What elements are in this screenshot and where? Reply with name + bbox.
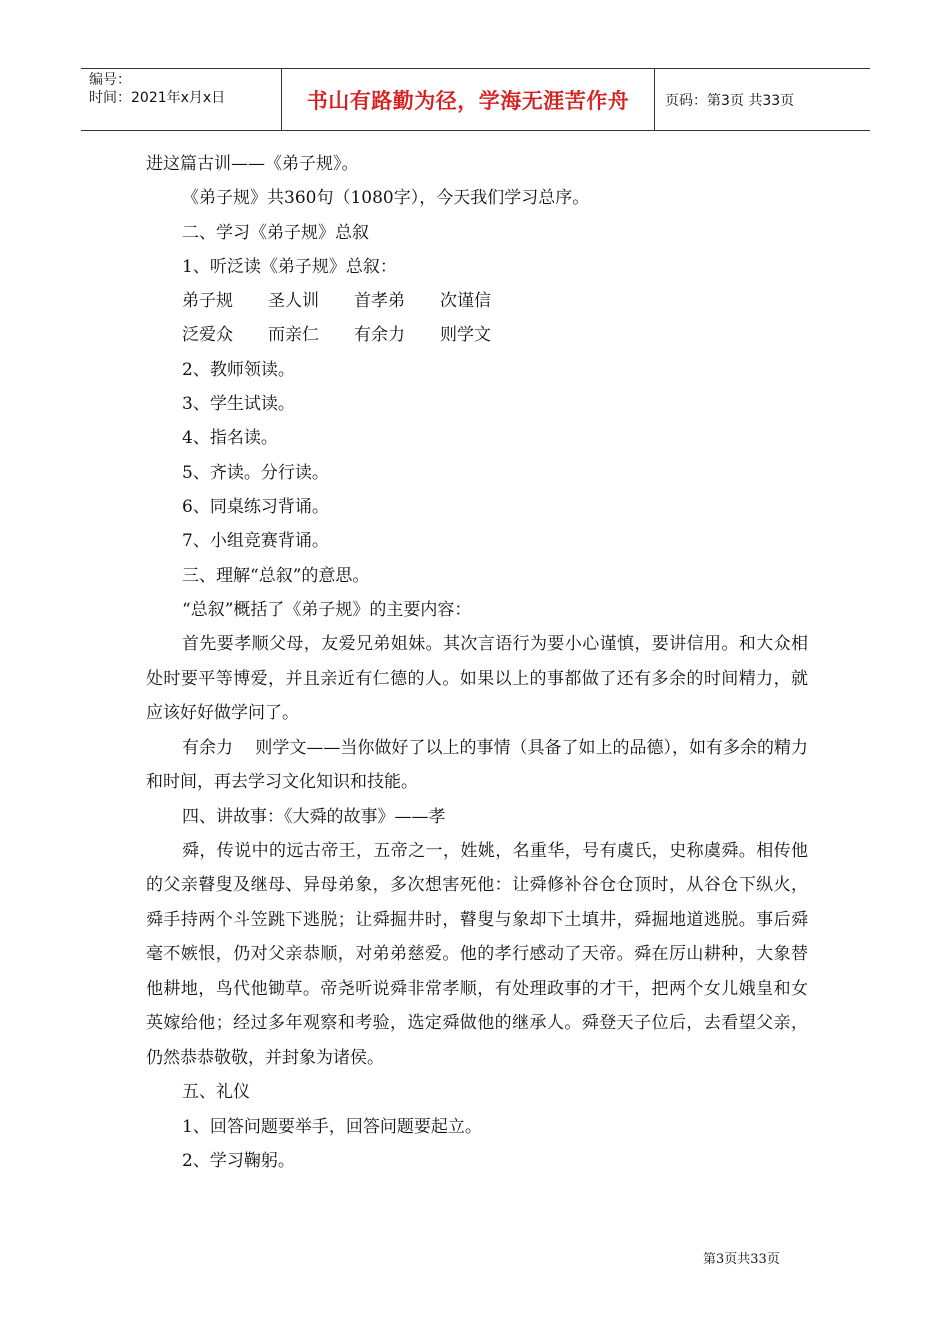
verse-phrase: 而亲仁 <box>268 325 319 346</box>
section-heading: 二、学习《弟子规》总叙 <box>182 222 369 243</box>
list-item: 6、同桌练习背诵。 <box>182 496 329 517</box>
header-motto: 书山有路勤为径，学海无涯苦作舟 <box>282 69 655 130</box>
paragraph: 舜，传说中的远古帝王，五帝之一，姓姚，名重华，号有虞氏，史称虞舜。相传他的父亲瞽叟及继母、异母弟象，多次想害死他：让舜修补谷仓仓顶时，从谷仓下纵火，舜手持两个斗笠跳下逃脱；让舜掘井时，瞽叟与象却下土填井，舜掘地道逃脱。事后舜毫不嫉恨，仍对父亲恭顺，对弟弟慈爱。他的孝行感动了天帝。舜在厉山耕种，大象替他耕地，鸟代他锄草。帝尧听说舜非常孝顺，有处理政事的才干，把两个女儿娥皇和女英嫁给他；经过多年观察和考验，选定舜做他的继承人。舜登天子位后，去看望父亲，仍然恭恭敬敬，并封象为诸侯。 <box>146 840 808 1068</box>
verse-phrase: 弟子规 <box>182 291 233 312</box>
verse-phrase: 则学文 <box>440 325 491 346</box>
header-meta <box>81 69 282 130</box>
verse-line <box>146 284 808 318</box>
list-item: 4、指名读。 <box>182 428 278 449</box>
text-line: “总叙”概括了《弟子规》的主要内容： <box>182 599 472 620</box>
list-item: 2、教师领读。 <box>182 359 295 380</box>
page-header <box>81 68 870 131</box>
verse-phrase: 圣人训 <box>268 291 319 312</box>
list-item: 7、小组竞赛背诵。 <box>182 531 329 552</box>
text-line: 进这篇古训——《弟子规》。 <box>146 154 359 174</box>
header-page-number: 页码：第3页 共33页 <box>665 92 795 109</box>
list-item: 3、学生试读。 <box>182 394 295 415</box>
section-heading: 五、礼仪 <box>182 1082 250 1103</box>
list-item: 5、齐读。分行读。 <box>182 462 329 483</box>
list-item: 1、回答问题要举手，回答问题要起立。 <box>182 1116 482 1137</box>
section-heading: 四、讲故事：《大舜的故事》——孝 <box>182 806 446 827</box>
paragraph: 首先要孝顺父母，友爱兄弟姐妹。其次言语行为要小心谨慎，要讲信用。和大众相处时要平等博爱，并且亲近有仁德的人。如果以上的事都做了还有多余的时间精力，就应该好好做学问了。 <box>146 634 808 724</box>
verse-line <box>146 318 808 352</box>
page-footer: 第3页共33页 <box>703 1252 780 1267</box>
verse-phrase: 有余力 <box>354 325 405 346</box>
list-item: 1、听泛读《弟子规》总叙： <box>182 256 397 277</box>
verse-phrase: 泛爱众 <box>182 325 233 346</box>
verse-phrase: 首孝弟 <box>354 291 405 312</box>
text-line: 《弟子规》共360句（1080字），今天我们学习总序。 <box>182 188 590 209</box>
paragraph: 有余力 则学文——当你做好了以上的事情（具备了如上的品德），如有多余的精力和时间，再去学习文化知识和技能。 <box>146 737 808 793</box>
document-date-label: 时间：2021年x月x日 <box>89 90 226 106</box>
verse-phrase: 次谨信 <box>440 291 491 312</box>
list-item: 2、学习鞠躬。 <box>182 1151 295 1172</box>
section-heading: 三、理解“总叙”的意思。 <box>182 565 370 586</box>
document-body <box>146 147 808 1178</box>
document-number-label: 编号： <box>89 72 131 88</box>
